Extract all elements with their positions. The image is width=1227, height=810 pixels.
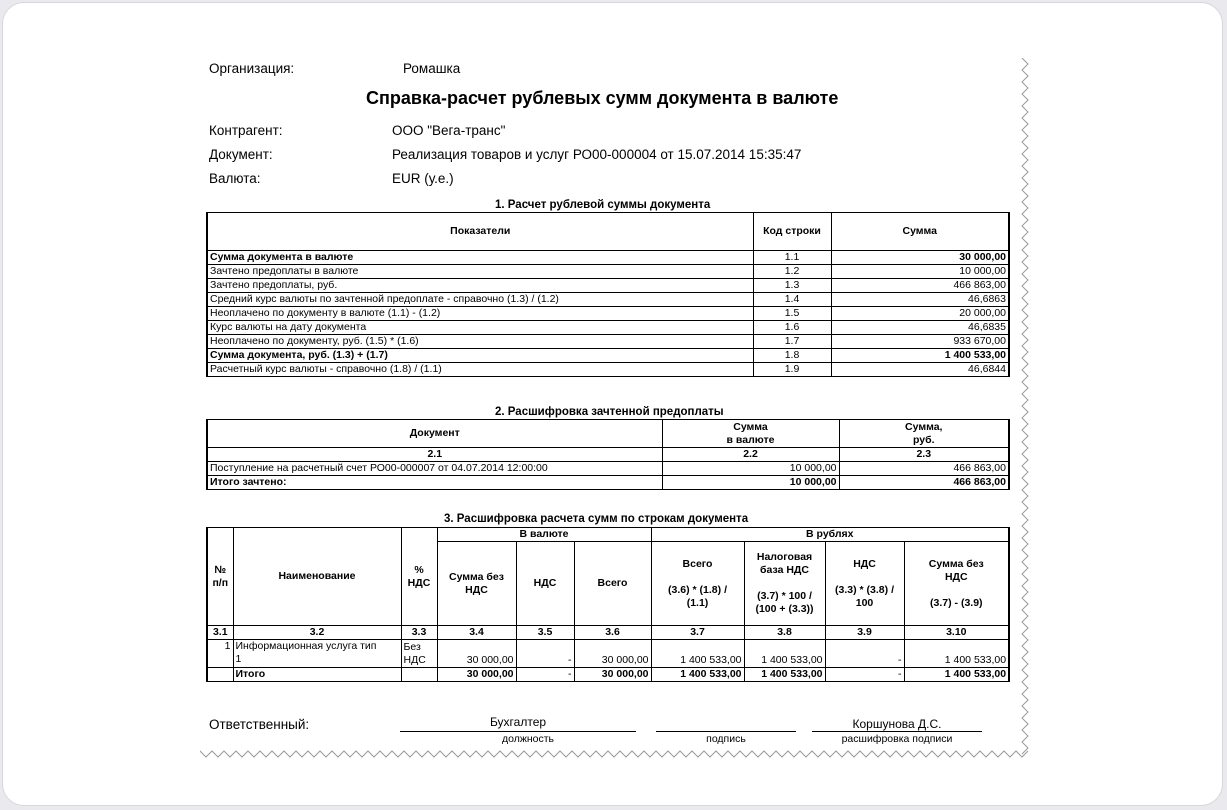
s1-amount-cell: 46,6863 [831, 293, 1009, 307]
name-caption: расшифровка подписи [841, 733, 953, 745]
position-caption: должность [501, 733, 555, 745]
s1-code-cell: 1.9 [753, 363, 831, 377]
s3-total-rub-base: 1 400 533,00 [744, 668, 825, 682]
s3-total-row [207, 668, 1009, 682]
responsible-label: Ответственный: [209, 717, 310, 732]
table-row [207, 307, 1009, 321]
section3-title: 3. Расшифровка расчета сумм по строкам документа [444, 513, 749, 525]
s3-header-cur-vat: НДС [516, 542, 574, 626]
s3-total-label: Итого [233, 668, 401, 682]
s1-name-cell: Средний курс валюты по зачтенной предоплате - справочно (1.3) / (1.2) [207, 293, 753, 307]
s1-name-cell: Курс валюты на дату документа [207, 321, 753, 335]
s3-group-rub: В рублях [651, 528, 1009, 542]
position-line [400, 731, 636, 732]
s3-header-rub-total: Всего (3.6) * (1.8) / (1.1) [651, 542, 744, 626]
table-row [207, 363, 1009, 377]
s3-row-rub-net: 1 400 533,00 [904, 640, 1009, 668]
s3-total-cur-total: 30 000,00 [574, 668, 651, 682]
s2-code: 2.3 [839, 448, 1009, 462]
s2-doc-cell: Поступление на расчетный счет РО00-000007 от 04.07.2014 12:00:00 [207, 462, 662, 476]
document-sheet [200, 54, 1022, 754]
table-row [207, 349, 1009, 363]
s1-header-indicators: Показатели [207, 213, 753, 251]
s3-row-cur-net: 30 000,00 [437, 640, 516, 668]
s3-row-vat-rate: Без НДС [401, 640, 437, 668]
section2-table [206, 419, 1010, 490]
s1-name-cell: Неоплачено по документу, руб. (1.5) * (1.6) [207, 335, 753, 349]
s1-amount-cell: 10 000,00 [831, 265, 1009, 279]
section1-table [206, 212, 1010, 377]
name-line [812, 731, 982, 732]
s3-row-name: Информационная услуга тип 1 [233, 640, 401, 668]
s2-header-sum-currency: Сумма в валюте [662, 420, 839, 448]
s2-total-rub: 466 863,00 [839, 476, 1009, 490]
s2-total-row [207, 476, 1009, 490]
s3-total-rub-net: 1 400 533,00 [904, 668, 1009, 682]
s3-code: 3.1 [207, 626, 233, 640]
s1-amount-cell: 30 000,00 [831, 251, 1009, 265]
s3-header-cur-total: Всего [574, 542, 651, 626]
s3-code: 3.5 [516, 626, 574, 640]
section1-title: 1. Расчет рублевой суммы документа [495, 199, 711, 211]
s3-row-rub-vat: - [825, 640, 904, 668]
s1-name-cell: Зачтено предоплаты в валюте [207, 265, 753, 279]
signature-caption: подпись [706, 733, 746, 745]
s1-code-cell: 1.2 [753, 265, 831, 279]
s1-name-cell: Неоплачено по документу в валюте (1.1) - (1.2) [207, 307, 753, 321]
section2-title: 2. Расшифровка зачтенной предоплаты [495, 406, 724, 418]
s3-code: 3.10 [904, 626, 1009, 640]
counterparty-value: ООО "Вега-транс" [392, 123, 506, 138]
s3-header-rub-base: Налоговая база НДС (3.7) * 100 / (100 + (3.3)) [744, 542, 825, 626]
currency-value: EUR (у.е.) [392, 171, 454, 186]
s3-header-cur-net: Сумма без НДС [437, 542, 516, 626]
position-value: Бухгалтер [489, 715, 547, 729]
table-row [207, 251, 1009, 265]
s3-header-rub-vat: НДС (3.3) * (3.8) / 100 [825, 542, 904, 626]
signature-line [656, 731, 796, 732]
counterparty-label: Контрагент: [209, 123, 283, 138]
s1-code-cell: 1.6 [753, 321, 831, 335]
document-value: Реализация товаров и услуг РО00-000004 от 15.07.2014 15:35:47 [392, 147, 802, 162]
s3-group-currency: В валюте [437, 528, 651, 542]
s1-amount-cell: 933 670,00 [831, 335, 1009, 349]
s3-code: 3.9 [825, 626, 904, 640]
org-value: Ромашка [403, 61, 461, 76]
s3-code: 3.3 [401, 626, 437, 640]
s1-name-cell: Расчетный курс валюты - справочно (1.8) / (1.1) [207, 363, 753, 377]
s2-code: 2.2 [662, 448, 839, 462]
s1-header-code: Код строки [753, 213, 831, 251]
torn-edge-right [1019, 58, 1031, 758]
page-title: Справка-расчет рублевых сумм документа в валюте [366, 88, 839, 108]
table-row [207, 640, 1009, 668]
s1-amount-cell: 466 863,00 [831, 279, 1009, 293]
s3-row-num: 1 [207, 640, 233, 668]
org-label: Организация: [209, 61, 295, 76]
s1-name-cell: Сумма документа, руб. (1.3) + (1.7) [207, 349, 753, 363]
s3-code: 3.7 [651, 626, 744, 640]
s2-total-cur: 10 000,00 [662, 476, 839, 490]
s3-header-num: № п/п [207, 528, 233, 626]
s1-header-amount: Сумма [831, 213, 1009, 251]
s1-name-cell: Сумма документа в валюте [207, 251, 753, 265]
s3-header-rub-net: Сумма без НДС (3.7) - (3.9) [904, 542, 1009, 626]
s3-code: 3.8 [744, 626, 825, 640]
s1-amount-cell: 1 400 533,00 [831, 349, 1009, 363]
table-row [207, 335, 1009, 349]
s1-amount-cell: 46,6844 [831, 363, 1009, 377]
s3-total-cur-net: 30 000,00 [437, 668, 516, 682]
name-value: Коршунова Д.С. [852, 717, 942, 731]
document-label: Документ: [209, 147, 273, 162]
s1-amount-cell: 20 000,00 [831, 307, 1009, 321]
table-row [207, 279, 1009, 293]
s3-code: 3.6 [574, 626, 651, 640]
section1-header-row [207, 213, 1009, 251]
s2-header-sum-rub: Сумма, руб. [839, 420, 1009, 448]
s3-total-rub-vat: - [825, 668, 904, 682]
s1-code-cell: 1.7 [753, 335, 831, 349]
s3-row-rub-total: 1 400 533,00 [651, 640, 744, 668]
s3-total-cur-vat: - [516, 668, 574, 682]
s3-total-rub-total: 1 400 533,00 [651, 668, 744, 682]
s2-cur-cell: 10 000,00 [662, 462, 839, 476]
table-row [207, 462, 1009, 476]
s3-row-cur-total: 30 000,00 [574, 640, 651, 668]
s2-code: 2.1 [207, 448, 662, 462]
s3-header-name: Наименование [233, 528, 401, 626]
table-row [207, 293, 1009, 307]
table-row [207, 321, 1009, 335]
s3-code: 3.4 [437, 626, 516, 640]
s1-name-cell: Зачтено предоплаты, руб. [207, 279, 753, 293]
s1-code-cell: 1.8 [753, 349, 831, 363]
s3-row-rub-base: 1 400 533,00 [744, 640, 825, 668]
torn-edge-bottom [200, 748, 1030, 760]
s1-code-cell: 1.3 [753, 279, 831, 293]
s3-row-cur-vat: - [516, 640, 574, 668]
s1-code-cell: 1.5 [753, 307, 831, 321]
s2-total-label: Итого зачтено: [207, 476, 662, 490]
s2-header-document: Документ [207, 420, 662, 448]
s1-amount-cell: 46,6835 [831, 321, 1009, 335]
s1-code-cell: 1.4 [753, 293, 831, 307]
s3-header-vat-rate: % НДС [401, 528, 437, 626]
s2-rub-cell: 466 863,00 [839, 462, 1009, 476]
s1-code-cell: 1.1 [753, 251, 831, 265]
currency-label: Валюта: [209, 171, 261, 186]
s3-code: 3.2 [233, 626, 401, 640]
section3-table [206, 527, 1010, 682]
table-row [207, 265, 1009, 279]
